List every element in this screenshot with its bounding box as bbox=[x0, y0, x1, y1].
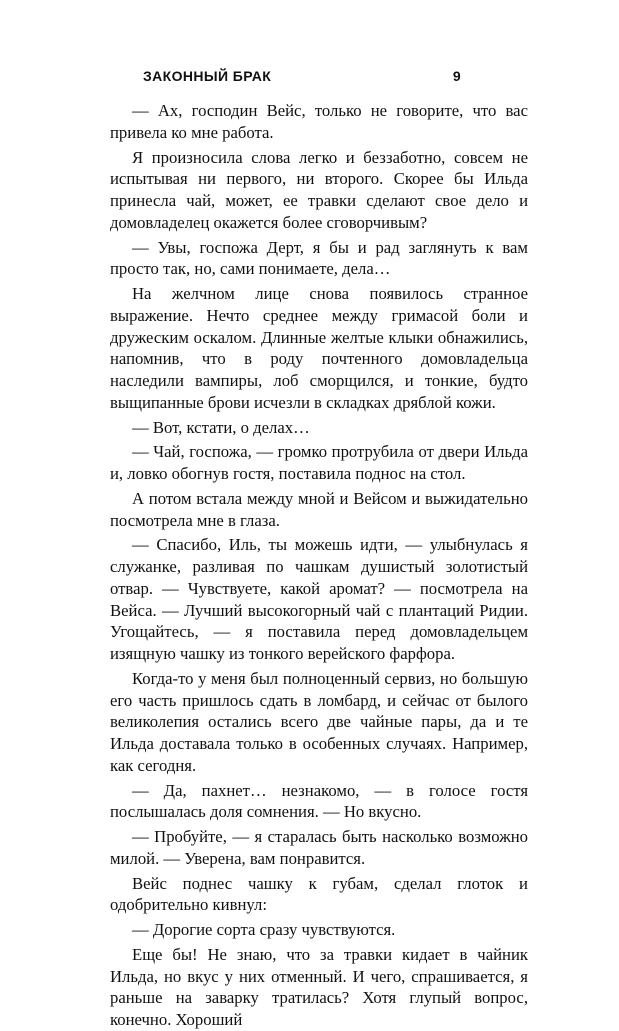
paragraph: — Спасибо, Иль, ты можешь идти, — улыбнулась я служанке, разливая по чашкам душистый золотистый отвар. — Чувствуете, какой аромат? — посмотрела на Вейса. — Лучший высокогорный чай с плантаций Ридии. Угощайтесь, — я поставила перед домовладельцем изящную чашку из тонкого верейского фарфора. bbox=[110, 535, 528, 663]
paragraph: А потом встала между мной и Вейсом и выжидательно посмотрела мне в глаза. bbox=[110, 488, 528, 530]
paragraph: — Вот, кстати, о делах… bbox=[132, 417, 310, 437]
paragraph: Я произносила слова легко и беззаботно, совсем не испытывая ни первого, ни второго. Скорее бы Ильда принесла чай, может, ее травки сделают свое дело и домовладелец окажется более сговорчивым? bbox=[110, 147, 528, 232]
running-head bbox=[143, 68, 461, 90]
paragraph: Когда-то у меня был полноценный сервиз, но большую его часть пришлось сдать в ломбард, и сейчас от былого великолепия остались всего две чайные пары, да и те Ильда доставала только в особенных случаях. Например, как сегодня. bbox=[110, 668, 528, 775]
paragraph: — Увы, госпожа Дерт, я бы и рад заглянуть к вам просто так, но, сами понимаете, дела… bbox=[110, 237, 528, 279]
paragraph: — Ах, господин Вейс, только не говорите, что вас привела ко мне работа. bbox=[110, 101, 528, 142]
paragraph: Еще бы! Не знаю, что за травки кидает в чайник Ильда, но вкус у них отменный. И чего, спрашивается, я раньше на заварку тратилась? Хотя глупый вопрос, конечно. Хороший bbox=[110, 944, 528, 1029]
paragraph: Вейс поднес чашку к губам, сделал глоток и одобрительно кивнул: bbox=[110, 873, 528, 915]
paragraph: — Пробуйте, — я старалась быть насколько возможно милой. — Уверена, вам понравится. bbox=[110, 827, 528, 868]
paragraph: — Чай, госпожа, — громко протрубила от двери Ильда и, ловко обогнув гостя, поставила поднос на стол. bbox=[110, 442, 528, 483]
paragraph: — Да, пахнет… незнакомо, — в голосе гостя послышалась доля сомнения. — Но вкусно. bbox=[110, 780, 528, 822]
paragraph: — Дорогие сорта сразу чувствуются. bbox=[132, 920, 396, 939]
paragraph: На желчном лице снова появилось странное выражение. Нечто среднее между гримасой боли и дружеским оскалом. Длинные желтые клыки обнажились, напомнив, что в роду почтенного домовладельца наследили вампиры, лоб сморщился, и тонкие, будто выщипанные брови исчезли в складках дряблой кожи. bbox=[110, 284, 528, 412]
book-title: ЗАКОННЫЙ БРАК bbox=[143, 68, 272, 84]
page-number: 9 bbox=[452, 68, 461, 84]
body-text bbox=[110, 100, 528, 1031]
